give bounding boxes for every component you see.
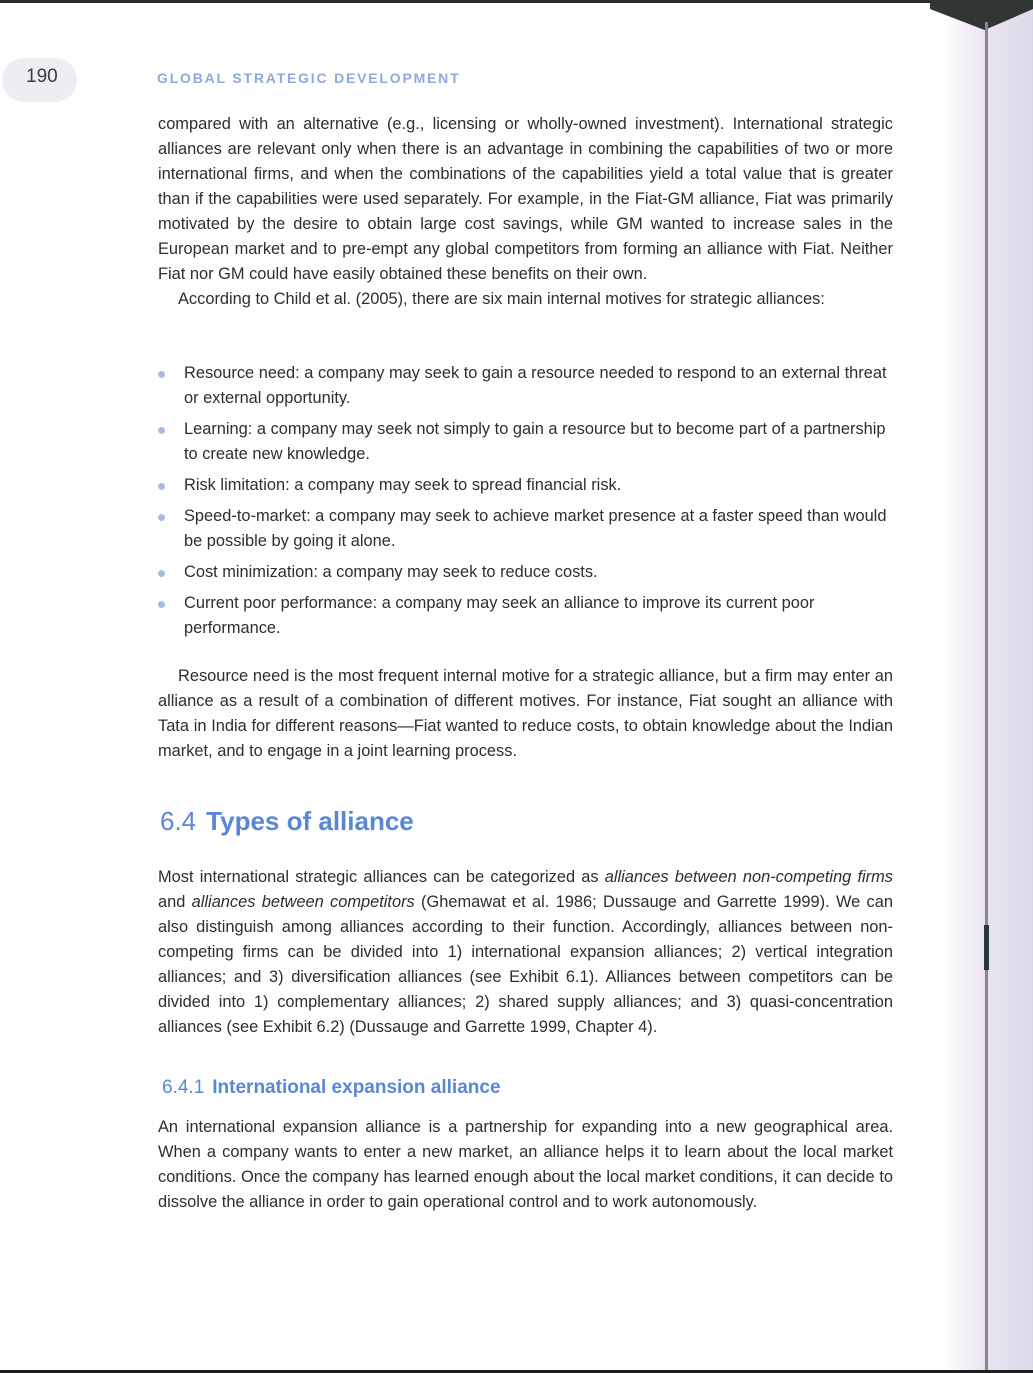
motives-summary: Resource need is the most frequent internal motive for a strategic alliance, but a firm may enter an alliance as a result of a combination of different motives. For instance, Fiat sought an alliance with Tata in India for different reasons—Fiat wanted to reduce costs, to obtain knowledge about the Indian market, and to engage in a joint learning process. <box>158 667 893 760</box>
expansion-paragraph: An international expansion alliance is a partnership for expanding into a new geographical area. When a company wants to enter a new market, an alliance helps it to learn about the local market conditions. Once the company has learned enough about the local market conditions, it can decide to dissolve the alliance in order to gain operational control and to work autonomously. <box>158 1118 893 1211</box>
list-item: Resource need: a company may seek to gain a resource needed to respond to an external threat or external opportunity. <box>158 361 893 411</box>
motives-list-block <box>158 361 893 647</box>
bullet-icon <box>158 514 165 521</box>
subsection-number: 6.4.1 <box>162 1077 205 1098</box>
types-paragraph: Most international strategic alliances can be categorized as alliances between non-competing firms and alliances between competitors (Ghemawat et al. 1986; Dussauge and Garrette 1999). We can also distinguish among alliances according to their function. Accordingly, alliances between non-competing firms can be divided into 1) international expansion alliances; 2) vertical integration alliances; and 3) diversification alliances (see Exhibit 6.1). Alliances between competitors can be divided into 1) complementary alliances; 2) shared supply alliances; and 3) quasi-concentration alliances (see Exhibit 6.2) (Dussauge and Garrette 1999, Chapter 4). <box>158 868 893 1036</box>
types-paragraph-block <box>158 865 893 1040</box>
list-item: Learning: a company may seek not simply to gain a resource but to become part of a partnership to create new knowledge. <box>158 417 893 467</box>
list-item: Current poor performance: a company may seek an alliance to improve its current poor performance. <box>158 591 893 641</box>
expansion-paragraph-block <box>158 1115 893 1215</box>
subsection-heading-6-4-1 <box>162 1077 501 1099</box>
section-title: Types of alliance <box>206 806 414 836</box>
book-spine-mark <box>984 925 989 970</box>
list-item: Speed-to-market: a company may seek to achieve market presence at a faster speed than would be possible by going it alone. <box>158 504 893 554</box>
bullet-icon <box>158 483 165 490</box>
list-item: Cost minimization: a company may seek to reduce costs. <box>158 560 893 585</box>
running-head: GLOBAL STRATEGIC DEVELOPMENT <box>157 70 461 86</box>
motives-lead: According to Child et al. (2005), there are six main internal motives for strategic alliances: <box>178 290 825 308</box>
book-spine-shadow <box>943 0 1033 1373</box>
page-number: 190 <box>26 66 58 87</box>
intro-block <box>158 112 893 312</box>
intro-paragraph: compared with an alternative (e.g., licensing or wholly-owned investment). International strategic alliances are relevant only when there is an advantage in combining the capabilities of two or more international firms, and when the combinations of the capabilities yield a total value that is greater than if the capabilities were used separately. For example, in the Fiat-GM alliance, Fiat was primarily motivated by the desire to obtain large cost savings, while GM wanted to increase sales in the European market and to pre-empt any global competitors from forming an alliance with Fiat. Neither Fiat nor GM could have easily obtained these benefits on their own. <box>158 115 893 283</box>
section-number: 6.4 <box>160 806 197 836</box>
scan-top-edge <box>0 0 1033 3</box>
motives-list <box>158 361 893 641</box>
bullet-icon <box>158 570 165 577</box>
bullet-icon <box>158 371 165 378</box>
bullet-icon <box>158 601 165 608</box>
motives-summary-block <box>158 664 893 764</box>
section-heading-6-4 <box>160 806 414 837</box>
book-spine-line <box>985 22 988 1373</box>
subsection-title: International expansion alliance <box>212 1077 501 1098</box>
list-item: Risk limitation: a company may seek to spread financial risk. <box>158 473 893 498</box>
bullet-icon <box>158 427 165 434</box>
